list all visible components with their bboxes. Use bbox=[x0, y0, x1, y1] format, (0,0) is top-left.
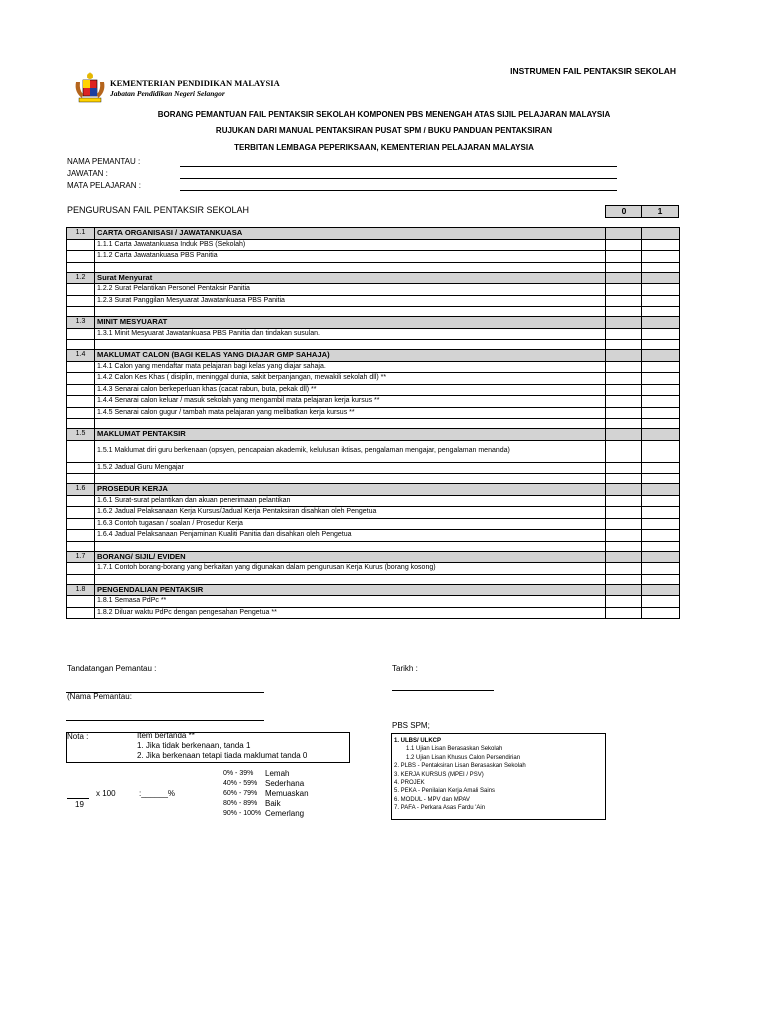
score-1-cell[interactable] bbox=[642, 350, 680, 362]
row-number bbox=[67, 251, 95, 263]
nama-line[interactable] bbox=[66, 720, 264, 721]
nama-pemantau-field[interactable] bbox=[180, 166, 617, 167]
score-1-cell[interactable] bbox=[642, 484, 680, 496]
score-1-cell[interactable] bbox=[642, 373, 680, 385]
score-1-cell[interactable] bbox=[642, 596, 680, 608]
item-text bbox=[95, 262, 606, 272]
row-number bbox=[67, 340, 95, 350]
table-row bbox=[67, 407, 680, 419]
score-0-cell[interactable] bbox=[606, 429, 642, 441]
score-0-cell[interactable] bbox=[606, 295, 642, 307]
row-number bbox=[67, 295, 95, 307]
row-number bbox=[67, 307, 95, 317]
table-row bbox=[67, 384, 680, 396]
score-1-cell[interactable] bbox=[642, 284, 680, 296]
item-text bbox=[95, 474, 606, 484]
grade-range: 90% - 100% bbox=[223, 810, 262, 817]
row-number bbox=[67, 396, 95, 408]
score-0-cell[interactable] bbox=[606, 584, 642, 596]
row-number bbox=[67, 284, 95, 296]
table-row bbox=[67, 239, 680, 251]
score-0-cell[interactable] bbox=[606, 272, 642, 284]
row-number bbox=[67, 440, 95, 462]
score-0-cell[interactable] bbox=[606, 530, 642, 542]
form-subtitle: RUJUKAN DARI MANUAL PENTAKSIRAN PUSAT SPM / BUKU PANDUAN PENTAKSIRAN bbox=[215, 126, 553, 135]
score-0-cell[interactable] bbox=[606, 518, 642, 530]
table-section-row bbox=[67, 350, 680, 362]
row-number bbox=[67, 419, 95, 429]
nama-pemantau-label: NAMA PEMANTAU : bbox=[67, 157, 141, 166]
score-0-cell[interactable] bbox=[606, 317, 642, 329]
item-text: 1.4.4 Senarai calon keluar / masuk sekolah yang mengambil mata pelajaran kerja kursus ** bbox=[95, 396, 606, 408]
score-0-cell[interactable] bbox=[606, 407, 642, 419]
item-text: 1.3.1 Minit Mesyuarat Jawatankuasa PBS Panitia dan tindakan susulan. bbox=[95, 328, 606, 340]
row-number bbox=[67, 384, 95, 396]
score-1-cell[interactable] bbox=[642, 429, 680, 441]
table-row bbox=[67, 607, 680, 619]
row-number bbox=[67, 373, 95, 385]
score-0-cell bbox=[606, 474, 642, 484]
item-text bbox=[95, 574, 606, 584]
tarikh-label: Tarikh : bbox=[392, 664, 418, 673]
row-number bbox=[67, 407, 95, 419]
score-0-cell bbox=[606, 307, 642, 317]
nota-line-3: 2. Jika berkenaan tetapi tiada maklumat tanda 0 bbox=[137, 751, 308, 760]
section-heading: MINIT MESYUARAT bbox=[95, 317, 606, 329]
score-1-cell[interactable] bbox=[642, 530, 680, 542]
item-text: 1.6.4 Jadual Pelaksanaan Penjaminan Kualiti Panitia dan disahkan oleh Pengetua bbox=[95, 530, 606, 542]
section-heading: CARTA ORGANISASI / JAWATANKUASA bbox=[95, 228, 606, 240]
table-row bbox=[67, 474, 680, 484]
table-row bbox=[67, 284, 680, 296]
item-text: 1.6.3 Contoh tugasan / soalan / Prosedur Kerja bbox=[95, 518, 606, 530]
item-text bbox=[95, 419, 606, 429]
section-heading: MAKLUMAT CALON (BAGI KELAS YANG DIAJAR GMP SAHAJA) bbox=[95, 350, 606, 362]
section-heading: Surat Menyurat bbox=[95, 272, 606, 284]
score-1-cell[interactable] bbox=[642, 507, 680, 519]
item-text: 1.7.1 Contoh borang-borang yang berkaitan yang digunakan dalam pengurusan Kerja Kurus (borang kosong) bbox=[95, 563, 606, 575]
score-0-cell bbox=[606, 340, 642, 350]
form-publisher: TERBITAN LEMBAGA PEPERIKSAAN, KEMENTERIAN PELAJARAN MALAYSIA bbox=[234, 143, 534, 152]
score-header-1: 1 bbox=[641, 205, 679, 218]
mata-pelajaran-field[interactable] bbox=[180, 190, 617, 191]
table-row bbox=[67, 518, 680, 530]
pbs-list-item: 1.1 Ujian Lisan Berasaskan Sekolah bbox=[406, 746, 503, 753]
nota-line-1: Item bertanda ** bbox=[137, 731, 195, 740]
mata-pelajaran-label: MATA PELAJARAN : bbox=[67, 181, 141, 190]
section-heading: MAKLUMAT PENTAKSIR bbox=[95, 429, 606, 441]
pbs-spm-label: PBS SPM; bbox=[392, 721, 430, 730]
score-0-cell bbox=[606, 574, 642, 584]
row-number bbox=[67, 262, 95, 272]
score-0-cell[interactable] bbox=[606, 495, 642, 507]
malaysia-coat-of-arms-icon bbox=[70, 68, 110, 108]
table-row bbox=[67, 307, 680, 317]
item-text: 1.4.3 Senarai calon berkeperluan khas (cacat rabun, buta, pekak dll) ** bbox=[95, 384, 606, 396]
item-text: 1.1.1 Carta Jawatankuasa Induk PBS (Sekolah) bbox=[95, 239, 606, 251]
score-1-cell[interactable] bbox=[642, 228, 680, 240]
table-row bbox=[67, 396, 680, 408]
score-0-cell[interactable] bbox=[606, 440, 642, 462]
table-row bbox=[67, 373, 680, 385]
item-text: 1.1.2 Carta Jawatankuasa PBS Panitia bbox=[95, 251, 606, 263]
score-1-cell bbox=[642, 307, 680, 317]
item-text: 1.8.1 Semasa PdPc ** bbox=[95, 596, 606, 608]
table-row bbox=[67, 530, 680, 542]
grade-label: Lemah bbox=[265, 769, 290, 778]
score-0-cell[interactable] bbox=[606, 462, 642, 474]
item-text: 1.5.1 Maklumat diri guru berkenaan (opsyen, pencapaian akademik, kelulusan iktisas, pengalaman mengajar, pengalaman menanda) bbox=[95, 440, 606, 462]
score-denominator: 19 bbox=[75, 800, 84, 809]
score-1-cell bbox=[642, 541, 680, 551]
item-text: 1.4.1 Calon yang mendaftar mata pelajaran bagi kelas yang diajar sahaja. bbox=[95, 361, 606, 373]
pbs-list-item: 1.2 Ujian Lisan Khusus Calon Persendirian bbox=[406, 754, 521, 761]
section-heading: PROSEDUR KERJA bbox=[95, 484, 606, 496]
item-text: 1.6.1 Surat-surat pelantikan dan akuan penerimaan pelantikan bbox=[95, 495, 606, 507]
row-number bbox=[67, 563, 95, 575]
score-0-cell[interactable] bbox=[606, 228, 642, 240]
grade-label: Baik bbox=[265, 799, 281, 808]
score-1-cell bbox=[642, 262, 680, 272]
table-row bbox=[67, 440, 680, 462]
row-number bbox=[67, 507, 95, 519]
form-title: BORANG PEMANTUAN FAIL PENTAKSIR SEKOLAH KOMPONEN PBS MENENGAH ATAS SIJIL PELAJARAN MALAYSIA bbox=[157, 110, 611, 119]
nota-label: Nota : bbox=[67, 732, 89, 741]
row-number: 1.4 bbox=[67, 350, 95, 362]
row-number bbox=[67, 596, 95, 608]
pbs-list-item: 1. ULBS/ ULKCP bbox=[394, 738, 442, 744]
jawatan-label: JAWATAN : bbox=[67, 169, 108, 178]
row-number bbox=[67, 495, 95, 507]
row-number bbox=[67, 328, 95, 340]
item-text: 1.4.5 Senarai calon gugur / tambah mata pelajaran yang melibatkan kerja kursus ** bbox=[95, 407, 606, 419]
score-1-cell[interactable] bbox=[642, 328, 680, 340]
pbs-list-item: 5. PEKA - Penilaian Kerja Amali Sains bbox=[394, 788, 496, 795]
table-row bbox=[67, 574, 680, 584]
table-row bbox=[67, 462, 680, 474]
score-0-cell[interactable] bbox=[606, 384, 642, 396]
score-0-cell[interactable] bbox=[606, 484, 642, 496]
score-1-cell[interactable] bbox=[642, 607, 680, 619]
score-0-cell[interactable] bbox=[606, 507, 642, 519]
item-text bbox=[95, 307, 606, 317]
table-row bbox=[67, 419, 680, 429]
row-number bbox=[67, 541, 95, 551]
table-row bbox=[67, 328, 680, 340]
row-number: 1.8 bbox=[67, 584, 95, 596]
pbs-list-item: 7. PAFA - Perkara Asas Fardu 'Ain bbox=[394, 805, 486, 812]
percent-blank: :______% bbox=[139, 789, 176, 798]
row-number bbox=[67, 574, 95, 584]
score-1-cell bbox=[642, 474, 680, 484]
score-1-cell bbox=[642, 419, 680, 429]
score-1-cell[interactable] bbox=[642, 384, 680, 396]
score-1-cell[interactable] bbox=[642, 239, 680, 251]
item-text: 1.2.2 Surat Pelantikan Personel Pentaksir Panitia bbox=[95, 284, 606, 296]
score-numerator-line[interactable] bbox=[67, 798, 89, 799]
score-0-cell[interactable] bbox=[606, 328, 642, 340]
row-number: 1.3 bbox=[67, 317, 95, 329]
row-number: 1.5 bbox=[67, 429, 95, 441]
tarikh-line[interactable] bbox=[392, 690, 494, 691]
jawatan-field[interactable] bbox=[180, 178, 617, 179]
score-0-cell bbox=[606, 541, 642, 551]
score-1-cell[interactable] bbox=[642, 317, 680, 329]
score-0-cell[interactable] bbox=[606, 251, 642, 263]
table-section-row bbox=[67, 584, 680, 596]
table-row bbox=[67, 340, 680, 350]
grade-range: 40% - 59% bbox=[223, 780, 258, 787]
row-number bbox=[67, 239, 95, 251]
item-text: 1.4.2 Calon Kes Khas ( disiplin, meninggal dunia, sakit berpanjangan, mewakili sekolah dll) ** bbox=[95, 373, 606, 385]
table-row bbox=[67, 541, 680, 551]
table-row bbox=[67, 596, 680, 608]
row-number bbox=[67, 462, 95, 474]
table-section-row bbox=[67, 429, 680, 441]
pbs-list-item: 4. PROJEK bbox=[394, 780, 425, 786]
score-1-cell bbox=[642, 574, 680, 584]
row-number bbox=[67, 518, 95, 530]
row-number: 1.6 bbox=[67, 484, 95, 496]
score-0-cell[interactable] bbox=[606, 551, 642, 563]
table-section-row bbox=[67, 317, 680, 329]
section-title: PENGURUSAN FAIL PENTAKSIR SEKOLAH bbox=[67, 205, 250, 215]
ministry-name: KEMENTERIAN PENDIDIKAN MALAYSIA bbox=[110, 78, 280, 88]
score-1-cell[interactable] bbox=[642, 518, 680, 530]
grade-range: 60% - 79% bbox=[223, 790, 258, 797]
grade-range: 0% - 39% bbox=[223, 770, 254, 777]
pbs-list-item: 3. KERJA KURSUS (MPEI / PSV) bbox=[394, 771, 484, 778]
grade-label: Sederhana bbox=[265, 779, 305, 788]
item-text bbox=[95, 340, 606, 350]
score-1-cell[interactable] bbox=[642, 295, 680, 307]
score-0-cell[interactable] bbox=[606, 607, 642, 619]
pbs-list-item: 6. MODUL - MPV dan MPAV bbox=[394, 796, 470, 803]
score-1-cell[interactable] bbox=[642, 407, 680, 419]
table-section-row bbox=[67, 551, 680, 563]
row-number bbox=[67, 474, 95, 484]
section-heading: BORANG/ SIJIL/ EVIDEN bbox=[95, 551, 606, 563]
score-1-cell[interactable] bbox=[642, 563, 680, 575]
section-heading: PENGENDALIAN PENTAKSIR bbox=[95, 584, 606, 596]
tandatangan-label: Tandatangan Pemantau : bbox=[67, 664, 157, 673]
score-0-cell[interactable] bbox=[606, 563, 642, 575]
table-row bbox=[67, 262, 680, 272]
score-0-cell[interactable] bbox=[606, 373, 642, 385]
item-text bbox=[95, 541, 606, 551]
row-number: 1.2 bbox=[67, 272, 95, 284]
score-1-cell[interactable] bbox=[642, 551, 680, 563]
item-text: 1.8.2 Diluar waktu PdPc dengan pengesahan Pengetua ** bbox=[95, 607, 606, 619]
score-header-0: 0 bbox=[605, 205, 643, 218]
checklist-table bbox=[66, 227, 680, 619]
table-section-row bbox=[67, 484, 680, 496]
score-1-cell[interactable] bbox=[642, 495, 680, 507]
pbs-list-item: 2. PLBS - Pentaksiran Lisan Berasaskan Sekolah bbox=[394, 763, 526, 770]
table-row bbox=[67, 563, 680, 575]
nota-line-2: 1. Jika tidak berkenaan, tanda 1 bbox=[137, 741, 251, 750]
score-1-cell[interactable] bbox=[642, 462, 680, 474]
table-row bbox=[67, 507, 680, 519]
score-1-cell[interactable] bbox=[642, 440, 680, 462]
table-section-row bbox=[67, 228, 680, 240]
row-number bbox=[67, 361, 95, 373]
nama-pemantau-sign-label: (Nama Pemantau: bbox=[67, 692, 132, 701]
score-1-cell[interactable] bbox=[642, 272, 680, 284]
grade-label: Memuaskan bbox=[265, 789, 309, 798]
row-number bbox=[67, 607, 95, 619]
score-1-cell[interactable] bbox=[642, 361, 680, 373]
score-0-cell[interactable] bbox=[606, 361, 642, 373]
row-number bbox=[67, 530, 95, 542]
score-0-cell[interactable] bbox=[606, 596, 642, 608]
score-0-cell[interactable] bbox=[606, 396, 642, 408]
score-0-cell[interactable] bbox=[606, 284, 642, 296]
department-name: Jabatan Pendidikan Negeri Selangor bbox=[110, 89, 225, 98]
score-0-cell[interactable] bbox=[606, 239, 642, 251]
instrument-title: INSTRUMEN FAIL PENTAKSIR SEKOLAH bbox=[510, 66, 676, 76]
row-number: 1.1 bbox=[67, 228, 95, 240]
grade-label: Cemerlang bbox=[265, 809, 305, 818]
table-row bbox=[67, 495, 680, 507]
item-text: 1.5.2 Jadual Guru Mengajar bbox=[95, 462, 606, 474]
table-row bbox=[67, 361, 680, 373]
item-text: 1.6.2 Jadual Pelaksanaan Kerja Kursus/Jadual Kerja Pentaksiran disahkan oleh Pengetua bbox=[95, 507, 606, 519]
grade-range: 80% - 89% bbox=[223, 800, 258, 807]
table-row bbox=[67, 251, 680, 263]
score-1-cell[interactable] bbox=[642, 396, 680, 408]
score-0-cell bbox=[606, 419, 642, 429]
score-1-cell[interactable] bbox=[642, 251, 680, 263]
score-0-cell[interactable] bbox=[606, 350, 642, 362]
score-0-cell bbox=[606, 262, 642, 272]
table-section-row bbox=[67, 272, 680, 284]
item-text: 1.2.3 Surat Panggilan Mesyuarat Jawatankuasa PBS Panitia bbox=[95, 295, 606, 307]
score-1-cell bbox=[642, 340, 680, 350]
row-number: 1.7 bbox=[67, 551, 95, 563]
table-row bbox=[67, 295, 680, 307]
times-100: x 100 bbox=[96, 789, 116, 798]
score-1-cell[interactable] bbox=[642, 584, 680, 596]
